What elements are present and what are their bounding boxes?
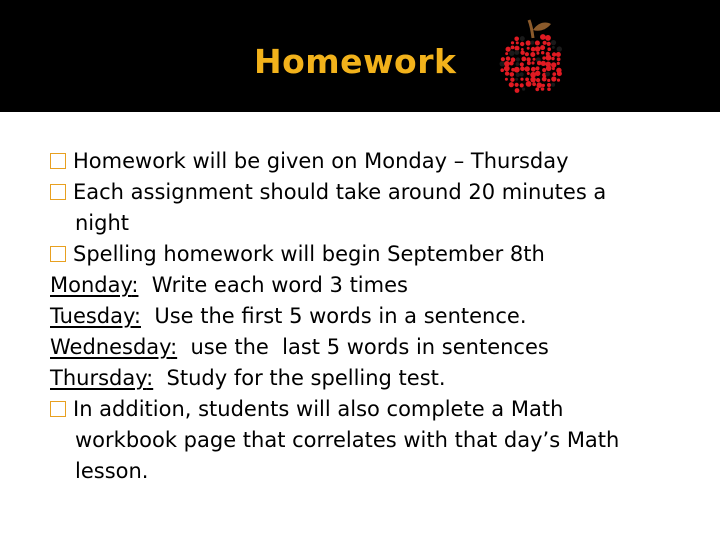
day-task: Use the first 5 words in a sentence. [140,304,527,328]
bullet-continuation: lesson. [75,459,149,483]
apple-dot [526,81,532,87]
square-bullet-icon [50,153,66,169]
apple-dot [504,66,510,72]
apple-dot [501,57,505,61]
apple-dot [514,67,520,73]
day-line-thursday [50,363,700,394]
day-separator: : [131,273,139,297]
apple-dot [557,46,562,51]
apple-dot [511,41,514,44]
homework-content [50,146,700,487]
day-label: Thursday [50,366,147,390]
apple-dot [527,47,530,50]
apple-dot [527,61,531,65]
apple-dot [531,67,536,72]
apple-dot [547,83,551,87]
apple-dot [532,82,536,86]
apple-dot [511,46,515,50]
bullet-text: In addition, students will also complete a Math [73,397,564,421]
day-label: Wednesday [50,335,171,359]
apple-dot [515,46,520,51]
apple-dot [545,35,551,41]
apple-dot [520,72,524,76]
apple-dot [530,41,534,45]
day-line-wednesday [50,332,700,363]
apple-dot [542,77,547,82]
apple-dot [547,87,551,91]
apple-dot [515,78,518,81]
square-bullet-icon [50,184,66,200]
apple-dot [510,72,515,77]
apple-dot [500,68,504,72]
apple-dot [551,57,554,60]
apple-dot [505,78,508,81]
apple-dot [515,83,519,87]
apple-dot [509,51,514,56]
apple-dot [515,50,520,55]
slide-title: Homework [254,42,457,81]
apple-dot [509,82,514,87]
apple-dot [551,76,556,81]
apple-dot [546,66,552,72]
apple-dot [552,72,556,76]
apple-icon [496,16,570,100]
apple-dot [536,66,540,70]
apple-dot [557,79,560,82]
day-task: Study for the spelling test. [153,366,446,390]
apple-dot [521,48,524,51]
bullet-continuation: workbook page that correlates with that day’s Math [75,428,620,452]
apple-dot [536,52,539,55]
apple-dot [515,88,520,93]
apple-dot [525,52,529,56]
apple-dot [547,42,551,46]
apple-dot [537,82,543,88]
apple-dot [536,78,540,82]
day-separator: : [170,335,178,359]
apple-dot [520,51,524,55]
apple-dot [530,77,536,83]
apple-dot [527,72,530,75]
apple-dot [541,61,546,66]
day-line-monday [50,270,700,301]
day-task: Write each word 3 times [138,273,408,297]
apple-dot [506,47,511,52]
apple-dot [526,57,530,61]
apple-dot [506,56,510,60]
apple-dot [547,79,550,82]
apple-dot [520,36,525,41]
apple-dot [541,87,545,91]
apple-dot [516,73,520,77]
apple-dot [535,41,540,46]
apple-dot [514,37,519,42]
apple-dot [531,61,534,64]
square-bullet-icon [50,246,66,262]
apple-dot [547,47,551,51]
day-separator: : [146,366,154,390]
apple-dot [509,61,513,65]
apple-dot [520,83,524,87]
apple-dot [535,71,540,76]
apple-dot [521,57,526,62]
apple-dot [505,71,509,75]
apple-dot [542,56,545,59]
apple-dot [533,58,536,61]
apple-dot [552,52,556,56]
apple-dot [520,42,524,46]
apple-dot [551,83,555,87]
bullet-item-assignment-length [50,177,700,208]
day-line-tuesday [50,301,700,332]
apple-dot [543,41,547,45]
apple-dot [516,41,519,44]
bullet-item-math-workbook [50,394,700,425]
apple-dot [542,84,545,87]
apple-dot [520,78,523,81]
apple-dot [516,57,520,61]
apple-dot [535,46,541,52]
bullet-item-homework-days [50,146,700,177]
apple-dot [551,40,556,45]
apple-dot [525,66,530,71]
bullet-continuation: night [75,211,130,235]
apple-dot [505,52,508,55]
apple-dot [522,88,525,91]
apple-dot [557,57,561,61]
apple-dot [540,45,545,50]
day-label: Tuesday: [50,304,141,328]
apple-dot [556,52,561,57]
apple-dot [500,61,505,66]
apple-dot [551,62,556,67]
apple-dot [542,68,546,72]
bullet-text: Spelling homework will begin September 8th [73,242,545,266]
apple-dot [552,67,555,70]
apple-dot [552,46,555,49]
square-bullet-icon [50,401,66,417]
apple-dot [531,47,536,52]
day-label: Monday [50,273,132,297]
bullet-item-spelling-start [50,239,700,270]
apple-dot [540,34,546,40]
apple-dot [545,72,550,77]
apple-dot [546,55,552,61]
apple-dot [557,71,562,76]
apple-dot [557,62,560,65]
apple-dot [525,78,529,82]
apple-dot [520,67,525,72]
apple-dot [535,87,539,91]
bullet-text: Each assignment should take around 20 minutes a [73,180,607,204]
apple-dot [541,51,544,54]
day-task: use the last 5 words in sentences [177,335,549,359]
bullet-text: Homework will be given on Monday – Thursday [73,149,569,173]
apple-dot [516,62,520,66]
apple-dot [520,62,524,66]
apple-dot [526,40,531,45]
apple-dot [510,78,514,82]
apple-dot [530,52,535,57]
